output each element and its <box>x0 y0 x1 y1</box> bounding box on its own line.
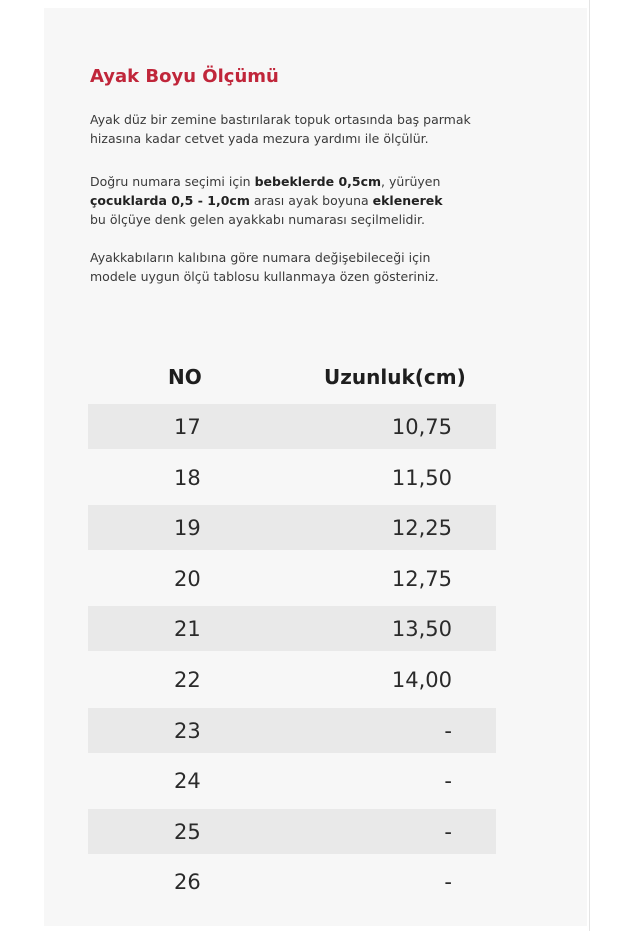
instructions-line-2: hizasına kadar cetvet yada mezura yardımı ile ölçülür. <box>90 131 429 146</box>
table-header <box>88 352 496 404</box>
foot-length: 12,75 <box>391 566 452 591</box>
table-row <box>88 657 496 702</box>
size-selection-note <box>90 172 443 229</box>
table-row <box>88 708 496 753</box>
note-bold-infants: bebeklerde 0,5cm <box>254 174 382 189</box>
size-number: 21 <box>174 617 201 642</box>
size-number: 25 <box>174 819 201 844</box>
size-number: 17 <box>174 415 201 439</box>
size-table <box>88 352 496 910</box>
foot-length: - <box>444 819 452 844</box>
foot-length: 10,75 <box>391 415 452 439</box>
size-number: 24 <box>174 769 201 794</box>
instructions-line-1: Ayak düz bir zemine bastırılarak topuk ortasında baş parmak <box>90 112 471 127</box>
foot-length: - <box>444 769 452 794</box>
note-bold-added: eklenerek <box>372 193 443 208</box>
table-row <box>88 859 496 904</box>
size-number: 19 <box>174 516 201 541</box>
note-text: , yürüyen <box>381 174 441 189</box>
measurement-instructions <box>90 110 471 148</box>
foot-length: 12,25 <box>391 516 452 541</box>
foot-length: 13,50 <box>391 617 452 642</box>
table-row <box>88 556 496 601</box>
foot-length: - <box>444 718 452 743</box>
column-header-length: Uzunluk(cm) <box>324 365 466 389</box>
page-title: Ayak Boyu Ölçümü <box>90 66 279 87</box>
note-text: arası ayak boyuna <box>249 193 373 208</box>
size-number: 18 <box>174 465 201 490</box>
table-row <box>88 404 496 449</box>
table-row <box>88 606 496 651</box>
note-text: bu ölçüye denk gelen ayakkabı numarası seçilmelidir. <box>90 212 425 227</box>
foot-length: 11,50 <box>391 465 452 490</box>
size-number: 20 <box>174 566 201 591</box>
table-row <box>88 505 496 550</box>
foot-length: 14,00 <box>391 667 452 692</box>
foot-length: - <box>444 870 452 895</box>
note-bold-children: çocuklarda 0,5 - 1,0cm <box>90 193 250 208</box>
table-row <box>88 758 496 803</box>
table-row <box>88 455 496 500</box>
table-row <box>88 809 496 854</box>
column-header-no: NO <box>168 365 202 389</box>
size-number: 23 <box>174 718 201 743</box>
size-number: 22 <box>174 667 201 692</box>
divider <box>589 0 590 931</box>
warning-line-2: modele uygun ölçü tablosu kullanmaya özen gösteriniz. <box>90 269 439 284</box>
warning-line-1: Ayakkabıların kalıbına göre numara değişebileceği için <box>90 250 431 265</box>
mold-warning <box>90 248 439 286</box>
size-number: 26 <box>174 870 201 895</box>
note-text: Doğru numara seçimi için <box>90 174 255 189</box>
